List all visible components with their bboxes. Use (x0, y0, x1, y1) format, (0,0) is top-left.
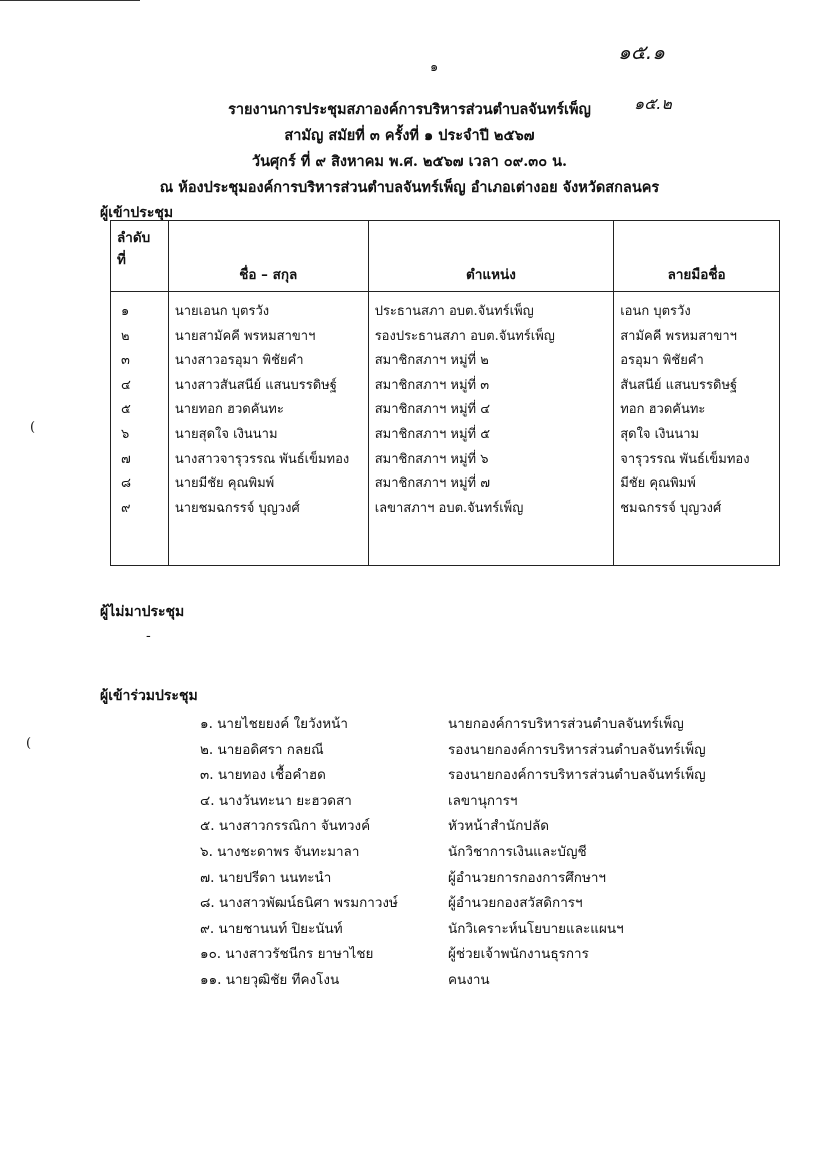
row-position: สมาชิกสภาฯ หมู่ที่ ๖ (374, 451, 489, 467)
title-line-3: วันศุกร์ ที่ ๙ สิงหาคม พ.ศ. ๒๕๖๗ เวลา ๐๙.๓๐ น. (251, 153, 568, 170)
row-no: ๓ (121, 353, 130, 369)
row-name: นายเอนก บุตรวัง (174, 304, 270, 319)
participant-name: ๖. นางชะดาพร จันทะมาลา (200, 843, 360, 860)
scan-mark: ( (30, 420, 36, 435)
column-header-position: ตำแหน่ง (368, 221, 614, 292)
signature-column-cell (614, 292, 780, 566)
row-no: ๙ (121, 500, 131, 516)
scan-top-line (0, 0, 140, 1)
participant-name: ๑๑. นายวุฒิชัย ทีคงโงน (200, 971, 340, 988)
absent-value: - (146, 628, 151, 644)
row-position: รองประธานสภา อบต.จันทร์เพ็ญ (374, 328, 555, 344)
column-header-no (111, 221, 169, 292)
participant-position: รองนายกองค์การบริหารส่วนตำบลจันทร์เพ็ญ (448, 741, 706, 758)
participant-position: นักวิชาการเงินและบัญชี (448, 843, 587, 860)
row-name: นายมีชัย คุณพิมพ์ (174, 476, 275, 492)
row-name: นายชมฉกรรจ์ บุญวงศ์ (174, 500, 300, 516)
participant-position: ผู้ช่วยเจ้าพนักงานธุรการ (448, 946, 589, 963)
handwritten-note-2: ๑๕.๒ (634, 94, 672, 113)
attendees-table (110, 220, 780, 566)
row-no: ๖ (121, 426, 130, 442)
column-header-signature: ลายมือชื่อ (614, 221, 780, 292)
no-column-cell (111, 292, 169, 566)
row-signature: สุดใจ เงินนาม (620, 426, 700, 442)
row-signature: มีชัย คุณพิมพ์ (620, 476, 696, 492)
absent-heading: ผู้ไม่มาประชุม (100, 604, 185, 620)
page-number: ๑ (430, 60, 439, 75)
participant-name: ๕. นางสาวกรรณิกา จันทวงค์ (200, 818, 371, 835)
row-signature: เอนก บุตรวัง (620, 304, 691, 319)
row-position: เลขาสภาฯ อบต.จันทร์เพ็ญ (374, 500, 524, 516)
participant-position: คนงาน (448, 971, 490, 988)
participant-name: ๓. นายทอง เชื้อคำฮด (200, 767, 326, 784)
column-header-name: ชื่อ – สกุล (168, 221, 368, 292)
row-position: สมาชิกสภาฯ หมู่ที่ ๕ (374, 426, 491, 442)
row-name: นายทอก ฮวดคันทะ (174, 402, 284, 418)
column-header-no-line2: ที่ (117, 252, 126, 268)
participant-name: ๗. นายปรีดา นนทะนำ (200, 869, 332, 886)
row-signature: อรอุมา พิชัยคำ (620, 353, 704, 369)
row-signature: จารุวรรณ พันธ์เข็มทอง (620, 451, 750, 467)
participant-position: นายกองค์การบริหารส่วนตำบลจันทร์เพ็ญ (448, 716, 684, 732)
table-body-row (111, 292, 780, 566)
row-name: นางสาวจารุวรรณ พันธ์เข็มทอง (174, 451, 350, 467)
row-no: ๕ (121, 402, 131, 418)
column-header-no-line1: ลำดับ (117, 230, 151, 246)
participants-heading: ผู้เข้าร่วมประชุม (100, 688, 198, 704)
handwritten-note-1: ๑๕.๑ (618, 40, 665, 64)
participant-name: ๔. นางวันทะนา ยะฮวดสา (200, 792, 352, 809)
position-column-cell (368, 292, 614, 566)
participant-position: เลขานุการฯ (448, 792, 518, 809)
row-no: ๘ (121, 476, 132, 492)
row-no: ๑ (121, 304, 130, 319)
row-name: นายสามัคคี พรหมสาขาฯ (174, 328, 316, 344)
row-position: สมาชิกสภาฯ หมู่ที่ ๔ (374, 402, 491, 418)
row-no: ๔ (121, 377, 131, 393)
name-column-cell (168, 292, 368, 566)
table-header-row (111, 221, 780, 292)
title-line-1: รายงานการประชุมสภาองค์การบริหารส่วนตำบลจันทร์เพ็ญ (228, 101, 591, 118)
participant-position: รองนายกองค์การบริหารส่วนตำบลจันทร์เพ็ญ (448, 767, 706, 784)
row-name: นายสุดใจ เงินนาม (174, 426, 278, 442)
participant-name: ๙. นายชานนท์ ปิยะนันท์ (200, 920, 343, 937)
row-name: นางสาวอรอุมา พิชัยคำ (174, 353, 304, 369)
row-signature: ชมฉกรรจ์ บุญวงศ์ (620, 500, 722, 516)
participant-position: ผู้อำนวยการกองการศึกษาฯ (448, 869, 607, 886)
participant-position: หัวหน้าสำนักปลัด (448, 818, 550, 835)
row-position: ประธานสภา อบต.จันทร์เพ็ญ (374, 304, 534, 319)
row-signature: สันสนีย์ แสนบรรดิษฐ์ (620, 377, 738, 393)
row-position: สมาชิกสภาฯ หมู่ที่ ๗ (374, 476, 491, 492)
row-no: ๒ (121, 328, 130, 344)
title-line-4: ณ ห้องประชุมองค์การบริหารส่วนตำบลจันทร์เพ็ญ อำเภอเต่างอย จังหวัดสกลนคร (159, 179, 660, 196)
row-position: สมาชิกสภาฯ หมู่ที่ ๒ (374, 353, 489, 369)
participant-name: ๑๐. นางสาวรัชนีกร ยาษาไชย (200, 946, 374, 963)
attendees-heading: ผู้เข้าประชุม (100, 205, 174, 221)
row-position: สมาชิกสภาฯ หมู่ที่ ๓ (374, 377, 490, 393)
row-no: ๗ (121, 451, 131, 467)
row-name: นางสาวสันสนีย์ แสนบรรดิษฐ์ (174, 377, 337, 393)
title-line-2: สามัญ สมัยที่ ๓ ครั้งที่ ๑ ประจำปี ๒๕๖๗ (284, 127, 535, 144)
scan-mark: ( (26, 736, 32, 751)
participant-position: ผู้อำนวยกองสวัสดิการฯ (448, 895, 583, 912)
row-signature: ทอก ฮวดคันทะ (620, 402, 706, 418)
participant-position: นักวิเคราะห์นโยบายและแผนฯ (448, 920, 624, 937)
row-signature: สามัคคี พรหมสาขาฯ (620, 328, 737, 344)
participant-name: ๘. นางสาวพัฒน์ธนิศา พรมกาวงษ์ (200, 895, 398, 912)
participant-name: ๒. นายอดิศรา กลยณี (200, 741, 324, 758)
participant-name: ๑. นายไชยยงค์ ใยวังหน้า (200, 716, 348, 732)
